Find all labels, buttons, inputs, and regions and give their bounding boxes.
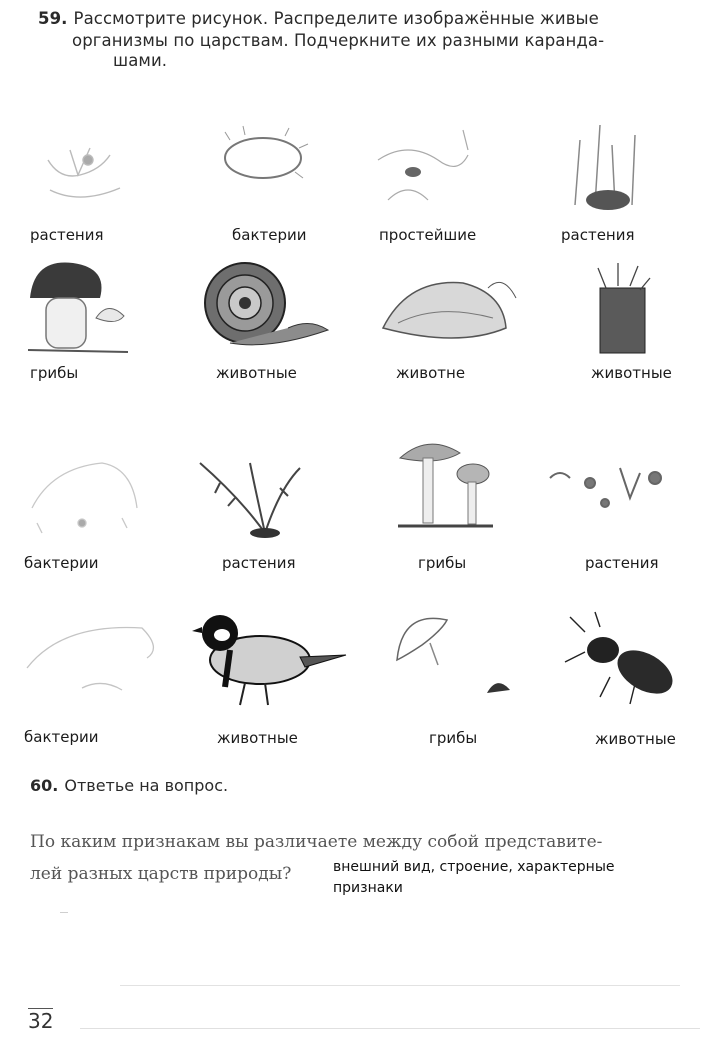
organism-card: [22, 618, 162, 746]
organism-label: бактерии: [232, 226, 307, 244]
fern-icon: [180, 448, 320, 548]
organism-card: [215, 120, 335, 244]
organism-label: бактерии: [24, 728, 99, 746]
moss-icon: [560, 120, 670, 220]
organism-label: животные: [217, 729, 298, 747]
tit-bird-icon: [190, 605, 350, 715]
organism-label: грибы: [30, 364, 79, 382]
organism-card: [392, 605, 522, 747]
alga-icon: [540, 448, 675, 548]
organism-label: растения: [561, 226, 635, 244]
protozoa-icon: [368, 120, 498, 220]
bolete-mushroom-icon: [28, 258, 148, 358]
organism-label: простейшие: [379, 226, 477, 244]
organism-label: растения: [222, 554, 296, 572]
question-line-2: лей разных царств природы?: [30, 864, 292, 884]
organism-label: животные: [591, 364, 672, 382]
organism-label: растения: [30, 226, 104, 244]
faint-plant-icon: [30, 120, 160, 220]
organism-label: животные: [595, 730, 676, 748]
organism-card: [368, 120, 498, 244]
task-number: 60.: [30, 776, 59, 795]
answer-line-1: внешний вид, строение, характерные: [333, 859, 615, 875]
task-text-line-3: шами.: [113, 51, 168, 70]
task-text-line-1: Рассмотрите рисунок. Распределите изображённые живые: [73, 9, 599, 28]
faint-bacteria-icon: [22, 448, 152, 548]
organism-card: [565, 612, 685, 748]
organism-card: [378, 258, 528, 382]
task-60-heading: [30, 776, 228, 795]
organism-card: [180, 448, 320, 572]
organism-card: [540, 448, 675, 572]
organism-label: животне: [396, 364, 466, 382]
organism-card: [200, 258, 340, 382]
organism-label: грибы: [429, 729, 478, 747]
bacterium-icon: [215, 120, 335, 220]
task-text-line-2: организмы по царствам. Подчеркните их разными каранда-: [72, 31, 605, 50]
task-number: 59.: [38, 9, 68, 28]
organism-label: растения: [585, 554, 659, 572]
task-59-heading: [38, 8, 688, 72]
toadstool-icon: [392, 605, 522, 715]
task-title: Ответье на вопрос.: [64, 776, 229, 795]
handwritten-answer: [333, 857, 673, 899]
answer-line-2: признаки: [333, 880, 403, 896]
beetle-icon: [565, 612, 685, 712]
mollusk-shell-icon: [378, 258, 528, 358]
organism-card: [22, 448, 152, 572]
page-number: 32: [28, 1009, 54, 1033]
question-line-1: По каким признакам вы различаете между собой представите-: [30, 832, 603, 852]
mushroom-cluster-icon: [398, 438, 498, 548]
snail-icon: [200, 258, 340, 358]
divider: [120, 985, 680, 986]
organism-card: [190, 605, 350, 747]
organism-label: бактерии: [24, 554, 99, 572]
faint-colony-icon: [22, 618, 162, 718]
divider: [80, 1028, 700, 1029]
organism-label: грибы: [418, 554, 467, 572]
organism-card: [588, 258, 678, 382]
coral-polyp-icon: [588, 258, 678, 358]
divider: [60, 912, 68, 913]
organism-card: [560, 120, 670, 244]
organism-card: [398, 438, 498, 572]
organism-card: [28, 258, 148, 382]
organism-card: [30, 120, 160, 244]
organism-label: животные: [216, 364, 297, 382]
